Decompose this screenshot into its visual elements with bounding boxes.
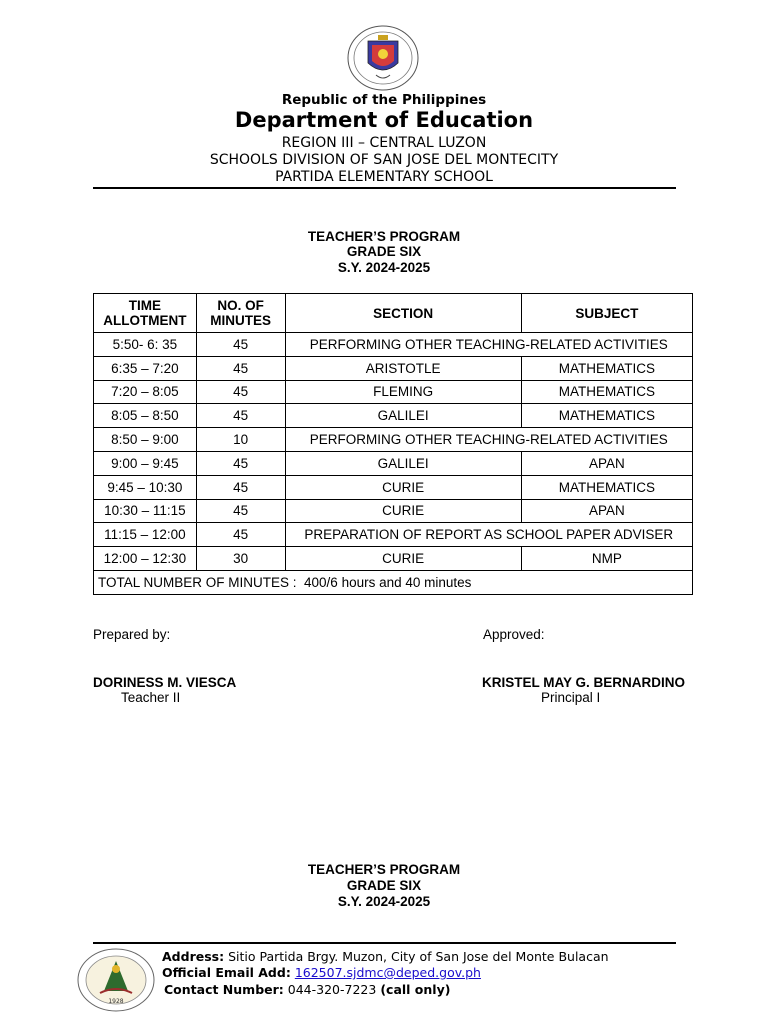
table-row [94, 333, 693, 357]
time-cell: 9:00 – 9:45 [94, 451, 197, 475]
program-sy: S.Y. 2024-2025 [337, 260, 431, 275]
section-cell: CURIE [285, 499, 521, 523]
header-subject: SUBJECT [521, 294, 692, 333]
prepared-by-label: Prepared by: [93, 627, 171, 642]
table-header-row [94, 294, 693, 333]
schedule-table [93, 293, 693, 595]
subject-cell: MATHEMATICS [521, 475, 692, 499]
table-row [94, 547, 693, 571]
time-cell: 11:15 – 12:00 [94, 523, 197, 547]
footer-contact: Contact Number: 044-320-7223 (call only) [164, 982, 451, 997]
svg-text:1928: 1928 [108, 998, 124, 1005]
total-row [94, 570, 693, 594]
prepared-name: DORINESS M. VIESCA [93, 675, 237, 690]
time-cell: 6:35 – 7:20 [94, 356, 197, 380]
table-row [94, 404, 693, 428]
republic-text: Republic of the Philippines [281, 92, 487, 108]
time-cell: 9:45 – 10:30 [94, 475, 197, 499]
program-title-repeat: TEACHER’S PROGRAM [307, 862, 461, 877]
time-cell: 7:20 – 8:05 [94, 380, 197, 404]
minutes-cell: 45 [196, 404, 285, 428]
activity-cell: PERFORMING OTHER TEACHING-RELATED ACTIVITIES [285, 428, 693, 452]
minutes-cell: 45 [196, 380, 285, 404]
total-value: 400/6 hours and 40 minutes [304, 574, 472, 590]
activity-cell: PREPARATION OF REPORT AS SCHOOL PAPER ADVISER [285, 523, 693, 547]
program-title: TEACHER’S PROGRAM [307, 229, 461, 244]
program-grade: GRADE SIX [346, 244, 422, 259]
table-row [94, 428, 693, 452]
subject-cell: MATHEMATICS [521, 356, 692, 380]
table-row [94, 523, 693, 547]
prepared-title: Teacher II [121, 690, 181, 705]
approved-name: KRISTEL MAY G. BERNARDINO [482, 675, 686, 690]
section-cell: CURIE [285, 475, 521, 499]
footer-address: Address: Sitio Partida Brgy. Muzon, City of San Jose del Monte Bulacan [162, 949, 609, 964]
time-cell: 5:50- 6: 35 [94, 333, 197, 357]
subject-cell: MATHEMATICS [521, 380, 692, 404]
table-row [94, 499, 693, 523]
header-time-allotment: TIME ALLOTMENT [94, 294, 197, 333]
deped-seal-icon [346, 25, 420, 91]
program-sy-repeat: S.Y. 2024-2025 [337, 894, 431, 909]
subject-cell: APAN [521, 451, 692, 475]
section-cell: GALILEI [285, 404, 521, 428]
footer-divider [93, 942, 676, 944]
total-cell: TOTAL NUMBER OF MINUTES : 400/6 hours and 40 minutes [94, 570, 693, 594]
subject-cell: NMP [521, 547, 692, 571]
minutes-cell: 45 [196, 523, 285, 547]
subject-cell: MATHEMATICS [521, 404, 692, 428]
header-section: SECTION [285, 294, 521, 333]
division-text: SCHOOLS DIVISION OF SAN JOSE DEL MONTECITY [209, 152, 559, 168]
subject-cell: APAN [521, 499, 692, 523]
section-cell: ARISTOTLE [285, 356, 521, 380]
school-name: PARTIDA ELEMENTARY SCHOOL [275, 169, 493, 185]
minutes-cell: 45 [196, 333, 285, 357]
time-cell: 8:50 – 9:00 [94, 428, 197, 452]
table-row [94, 475, 693, 499]
approved-title: Principal I [541, 690, 601, 705]
section-cell: FLEMING [285, 380, 521, 404]
section-cell: GALILEI [285, 451, 521, 475]
table-row [94, 356, 693, 380]
time-cell: 12:00 – 12:30 [94, 547, 197, 571]
minutes-cell: 45 [196, 499, 285, 523]
department-title: Department of Education [234, 108, 534, 132]
footer-email: Official Email Add: 162507.sjdmc@deped.gov.ph [162, 965, 481, 980]
activity-cell: PERFORMING OTHER TEACHING-RELATED ACTIVITIES [285, 333, 693, 357]
minutes-cell: 45 [196, 451, 285, 475]
region-text: REGION III – CENTRAL LUZON [281, 135, 487, 151]
header-divider [93, 187, 676, 189]
approved-label: Approved: [483, 627, 545, 642]
school-logo-icon [76, 947, 156, 1013]
minutes-cell: 10 [196, 428, 285, 452]
time-cell: 10:30 – 11:15 [94, 499, 197, 523]
table-row [94, 451, 693, 475]
program-grade-repeat: GRADE SIX [346, 878, 422, 893]
section-cell: CURIE [285, 547, 521, 571]
header-no-of-minutes: NO. OF MINUTES [196, 294, 285, 333]
minutes-cell: 30 [196, 547, 285, 571]
table-row [94, 380, 693, 404]
time-cell: 8:05 – 8:50 [94, 404, 197, 428]
email-link[interactable]: 162507.sjdmc@deped.gov.ph [294, 965, 481, 980]
minutes-cell: 45 [196, 475, 285, 499]
minutes-cell: 45 [196, 356, 285, 380]
